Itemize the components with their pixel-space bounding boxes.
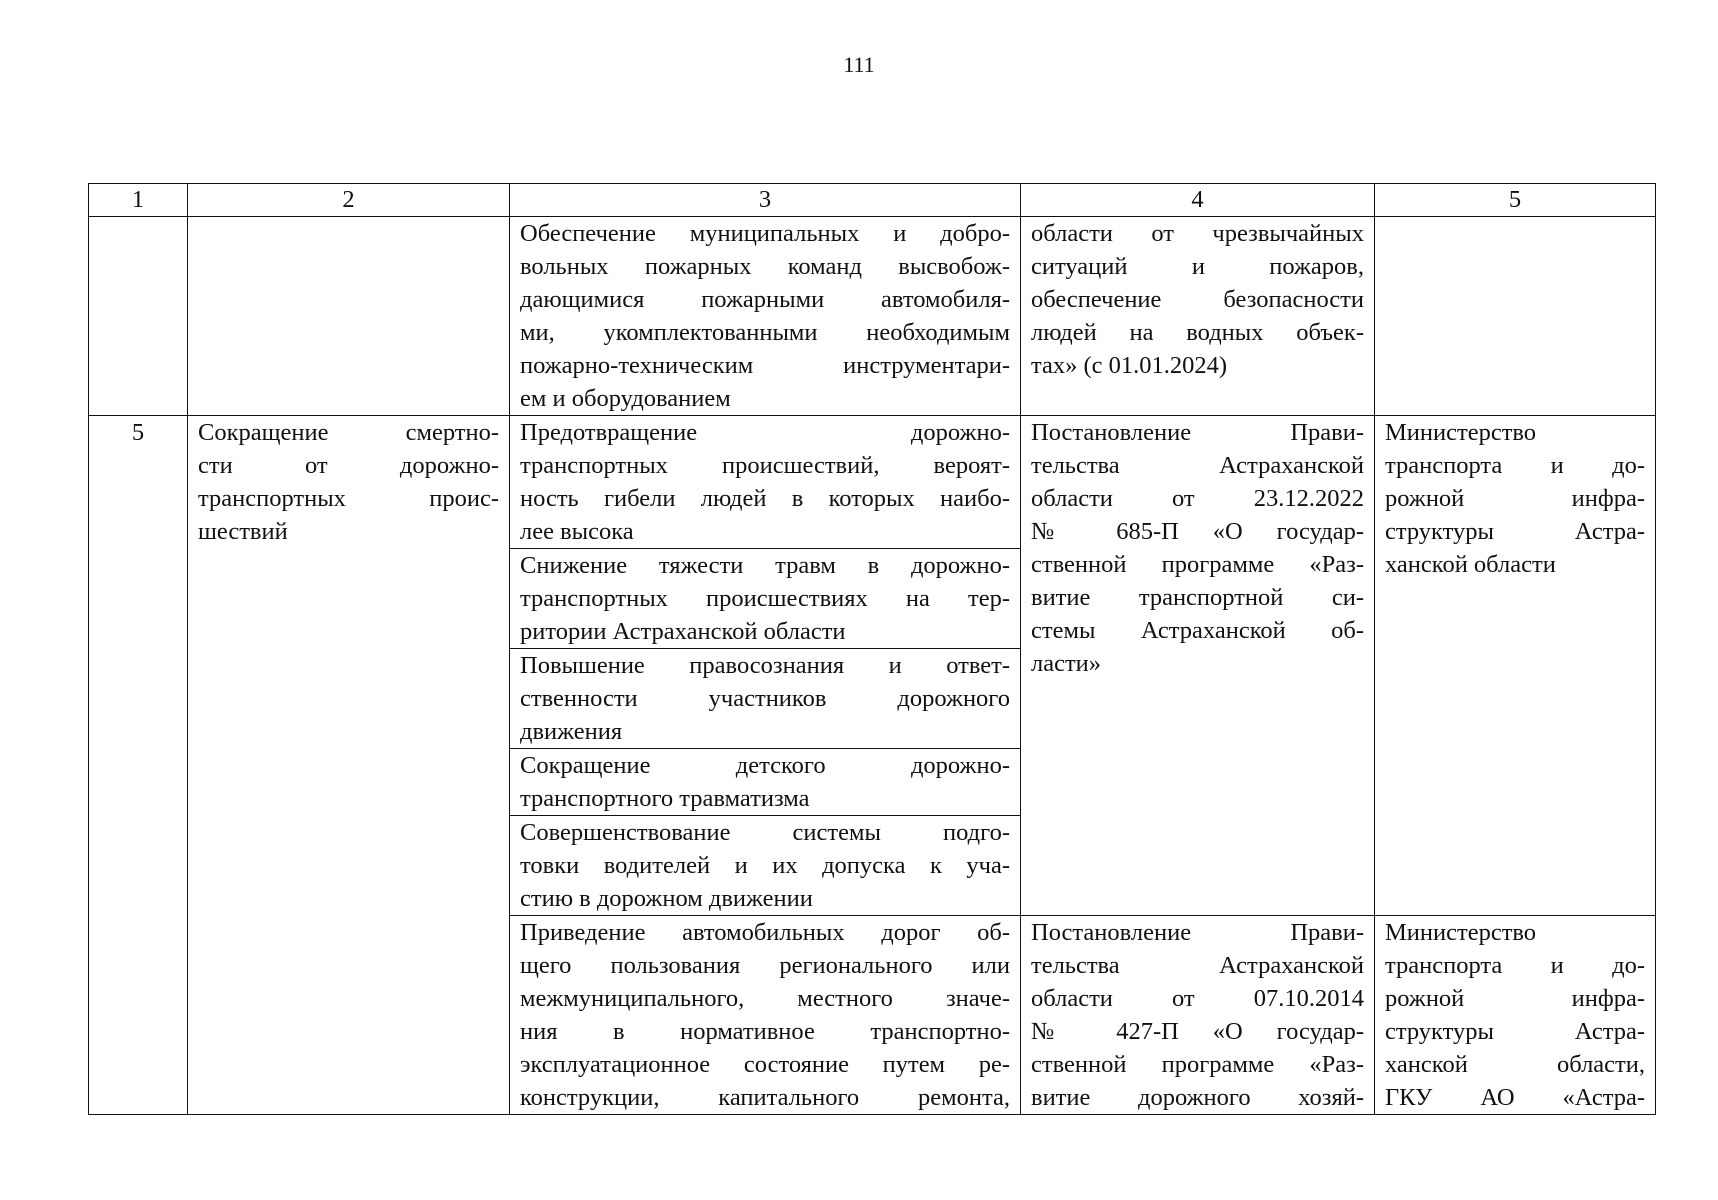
text-line: ность гибели людей в которых наибо- [520, 485, 1010, 512]
text-line: щего пользования регионального или [520, 952, 1010, 979]
header-cell: 3 [510, 184, 1021, 217]
measure-cell [510, 816, 1021, 916]
row-number: 5 [89, 416, 188, 1115]
text-line: ственной программе «Раз- [1031, 551, 1364, 578]
text-line: шествий [198, 518, 288, 545]
text-line: Министерство [1385, 419, 1537, 446]
text-line: Постановление Прави- [1031, 919, 1364, 946]
executor-cell [1375, 916, 1656, 1115]
text-line: рожной инфра- [1385, 485, 1645, 512]
text-line: Обеспечение муниципальных и добро- [520, 220, 1010, 247]
text-line: движения [520, 718, 623, 745]
text-line: рожной инфра- [1385, 985, 1645, 1012]
text-line: ситуаций и пожаров, [1031, 253, 1364, 280]
text-line: области от чрезвычайных [1031, 220, 1364, 247]
text-line: ственной программе «Раз- [1031, 1051, 1364, 1078]
text-line: Министерство [1385, 919, 1537, 946]
text-line: тельства Астраханской [1031, 452, 1364, 479]
measure-cell [510, 649, 1021, 749]
text-line: транспорта и до- [1385, 452, 1645, 479]
table-row-continuation [89, 217, 1656, 416]
text-line: стию в дорожном движении [520, 885, 813, 912]
header-cell: 2 [188, 184, 510, 217]
empty-cell [1375, 217, 1656, 416]
text-line: транспортного травматизма [520, 785, 810, 812]
measure-cell [510, 217, 1021, 416]
text-line: области от 07.10.2014 [1031, 985, 1364, 1012]
empty-cell [188, 217, 510, 416]
text-line: стемы Астраханской об- [1031, 617, 1364, 644]
header-cell: 1 [89, 184, 188, 217]
text-line: людей на водных объек- [1031, 319, 1364, 346]
text-line: пожарно-техническим инструментари- [520, 352, 1010, 379]
text-line: лее высока [520, 518, 634, 545]
text-line: транспортных проис- [198, 485, 499, 512]
text-line: сти от дорожно- [198, 452, 499, 479]
text-line: ем и оборудованием [520, 385, 731, 412]
text-line: ласти» [1031, 650, 1102, 677]
text-line: ния в нормативное транспортно- [520, 1018, 1010, 1045]
text-line: товки водителей и их допуска к уча- [520, 852, 1010, 879]
table-row-group-5 [89, 416, 1656, 549]
measure-cell [510, 749, 1021, 816]
text-line: Постановление Прави- [1031, 419, 1364, 446]
program-cell [1021, 416, 1375, 916]
text-line: транспортных происшествиях на тер- [520, 585, 1010, 612]
text-line: тельства Астраханской [1031, 952, 1364, 979]
text-line: дающимися пожарными автомобиля- [520, 286, 1010, 313]
text-line: обеспечение безопасности [1031, 286, 1364, 313]
header-cell: 4 [1021, 184, 1375, 217]
text-line: ритории Астраханской области [520, 618, 846, 645]
document-table [88, 183, 1656, 1115]
text-line: области от 23.12.2022 [1031, 485, 1364, 512]
program-cell [1021, 217, 1375, 416]
text-line: Совершенствование системы подго- [520, 819, 1010, 846]
text-line: структуры Астра- [1385, 518, 1645, 545]
text-line: межмуниципального, местного значе- [520, 985, 1010, 1012]
text-line: Сокращение смертно- [198, 419, 499, 446]
executor-cell [1375, 416, 1656, 916]
measure-cell [510, 416, 1021, 549]
text-line: транспортных происшествий, вероят- [520, 452, 1010, 479]
text-line: тах» (с 01.01.2024) [1031, 352, 1228, 379]
text-line: Повышение правосознания и ответ- [520, 652, 1010, 679]
text-line: Приведение автомобильных дорог об- [520, 919, 1010, 946]
text-line: витие транспортной си- [1031, 584, 1364, 611]
program-cell [1021, 916, 1375, 1115]
text-line: транспорта и до- [1385, 952, 1645, 979]
text-line: Предотвращение дорожно- [520, 419, 1010, 446]
measure-cell [510, 549, 1021, 649]
text-line: ми, укомплектованными необходимым [520, 319, 1010, 346]
text-line: ханской области, [1385, 1051, 1645, 1078]
text-line: конструкции, капитального ремонта, [520, 1084, 1010, 1111]
goal-cell [188, 416, 510, 1115]
text-line: № 427-П «О государ- [1031, 1018, 1364, 1045]
text-line: витие дорожного хозяй- [1031, 1084, 1364, 1111]
empty-cell [89, 217, 188, 416]
measure-cell [510, 916, 1021, 1115]
text-line: ственности участников дорожного [520, 685, 1010, 712]
text-line: Снижение тяжести травм в дорожно- [520, 552, 1010, 579]
text-line: ГКУ АО «Астра- [1385, 1084, 1645, 1111]
text-line: № 685-П «О государ- [1031, 518, 1364, 545]
table-header-row [89, 184, 1656, 217]
text-line: вольных пожарных команд высвобож- [520, 253, 1010, 280]
page-number: 111 [843, 52, 875, 77]
text-line: эксплуатационное состояние путем ре- [520, 1051, 1010, 1078]
text-line: Сокращение детского дорожно- [520, 752, 1010, 779]
text-line: ханской области [1385, 551, 1556, 578]
header-cell: 5 [1375, 184, 1656, 217]
text-line: структуры Астра- [1385, 1018, 1645, 1045]
